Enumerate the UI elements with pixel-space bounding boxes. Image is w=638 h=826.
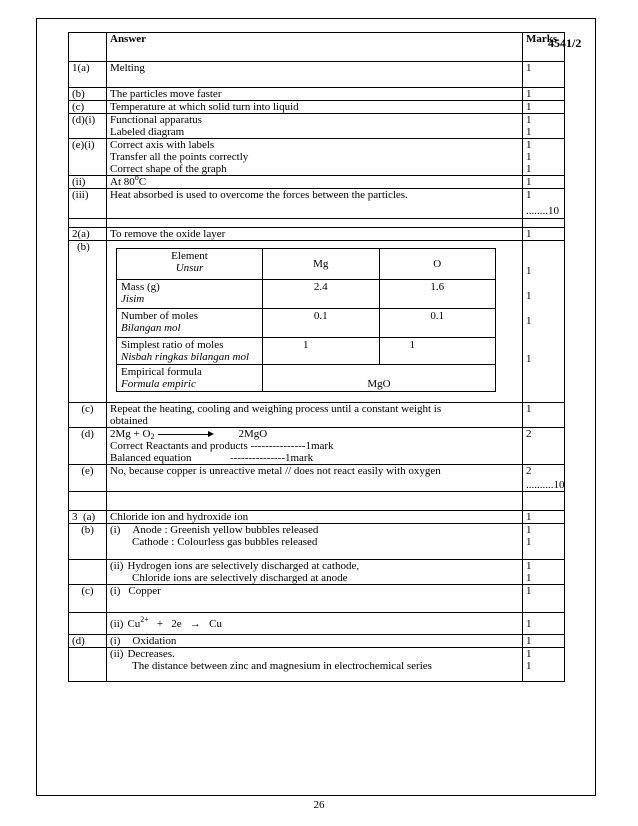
mark: 1: [523, 511, 565, 524]
question-number: 3 (a): [69, 511, 107, 524]
mass-o: 1.6: [379, 280, 496, 309]
answer-text: To remove the oxide layer: [107, 228, 523, 241]
moles-label-malay: Bilangan mol: [121, 322, 181, 334]
marking-scheme-table: [68, 32, 565, 682]
answer-line: Correct Reactants and products ---------------1mark: [110, 440, 334, 452]
mark: 1: [526, 315, 532, 327]
answer-line: Cathode : Colourless gas bubbles released: [132, 536, 318, 548]
question-number: (b): [69, 524, 107, 560]
spacer-row: [69, 219, 565, 228]
mark: 1: [526, 265, 532, 277]
o-header: O: [379, 249, 496, 280]
question-number: (iii): [69, 189, 107, 219]
mark: 1: [526, 572, 532, 584]
question-number: (ii): [69, 176, 107, 189]
answer-line: (i) Anode : Greenish yellow bubbles released: [110, 524, 319, 536]
mark: 2: [523, 428, 565, 465]
ratio-mg: 1: [263, 338, 380, 365]
question-number: (d): [69, 428, 107, 465]
question-number: (c): [69, 585, 107, 613]
question-number: (c): [69, 403, 107, 428]
answer-line: obtained: [110, 415, 148, 427]
mark: 1: [526, 536, 532, 548]
q3dii-row: [69, 648, 565, 682]
answer-line: Labeled diagram: [110, 126, 185, 138]
q2e-row: [69, 465, 565, 492]
answer-line: The distance between zinc and magnesium in electrochemical series: [132, 660, 432, 672]
mark: 1: [523, 228, 565, 241]
moles-o: 0.1: [379, 309, 496, 338]
q3di-row: (d) (i) Oxidation 1: [69, 635, 565, 648]
mark: 1: [526, 648, 532, 660]
mark: 1: [523, 62, 565, 88]
q1b-row: [69, 88, 565, 101]
question-number: 1(a): [69, 62, 107, 88]
answer-text: The particles move faster: [107, 88, 523, 101]
answer-line: Repeat the heating, cooling and weighing process until a constant weight is: [110, 403, 442, 415]
q3a-row: [69, 511, 565, 524]
chemical-equation: $2Mg + O_2$ 2MgO: [110, 428, 268, 441]
mark: 1: [523, 635, 565, 648]
answer-line: (ii) Decreases.: [110, 648, 175, 660]
mark: 1: [526, 189, 532, 201]
mark: 2: [526, 465, 532, 477]
mass-mg: 2.4: [263, 280, 380, 309]
answer-line: Correct shape of the graph: [110, 163, 227, 175]
question-number: (e)(i): [69, 139, 107, 176]
q2d-row: [69, 428, 565, 465]
mark: 1: [526, 126, 532, 138]
answer-line: Balanced equation ---------------1mark: [110, 452, 314, 464]
empirical-label: Empirical formula: [121, 366, 202, 378]
mg-header: Mg: [263, 249, 380, 280]
q2a-row: [69, 228, 565, 241]
page-number: 26: [313, 799, 325, 811]
answer-text: No, because copper is unreactive metal // does not react easily with oxygen: [107, 465, 523, 492]
answer-line: Functional apparatus: [110, 114, 202, 126]
question-number: (c): [69, 101, 107, 114]
q2c-row: [69, 403, 565, 428]
answer-text: Oxidation: [132, 635, 177, 647]
answer-line: (ii) Hydrogen ions are selectively discharged at cathode,: [110, 560, 360, 572]
mark: 1: [526, 560, 532, 572]
mark: 1: [523, 88, 565, 101]
q3ci-row: (c) (i) Copper 1: [69, 585, 565, 613]
q2b-row: [69, 241, 565, 403]
mark: 1: [523, 613, 565, 635]
document-code: 4541/2: [548, 36, 582, 50]
mark: 1: [526, 353, 532, 365]
ratio-o: 1: [379, 338, 496, 365]
mark: 1: [526, 114, 532, 126]
mark: 1: [523, 101, 565, 114]
question-number: 2(a): [69, 228, 107, 241]
question-number: (b): [69, 88, 107, 101]
ratio-row: [117, 338, 496, 365]
ratio-label-malay: Nisbah ringkas bilangan mol: [121, 351, 250, 363]
q3bii-row: [69, 560, 565, 585]
chemical-equation: (ii) $Cu^{2+} + 2e \to Cu$: [107, 613, 523, 635]
answer-text: Melting: [107, 62, 523, 88]
mark: 1: [526, 151, 532, 163]
element-label-malay: Unsur: [175, 262, 204, 274]
marks-header: Marks: [523, 33, 565, 62]
moles-label: Number of moles: [121, 310, 198, 322]
moles-row: [117, 309, 496, 338]
empirical-formula-table: [116, 248, 496, 392]
question-number: (e): [69, 465, 107, 492]
empirical-formula-value: MgO: [263, 365, 496, 392]
mark: 1: [523, 585, 565, 613]
header-row: [69, 33, 565, 62]
answer-line: Correct axis with labels: [110, 139, 215, 151]
empirical-row: [117, 365, 496, 392]
answer-line: Chloride ions are selectively discharged at anode: [132, 572, 348, 584]
total-mark: ..........10: [526, 479, 565, 491]
total-mark: ........10: [526, 205, 559, 217]
element-row: [117, 249, 496, 280]
mark: 1: [526, 290, 532, 302]
mark: 1: [526, 139, 532, 151]
q1a-row: [69, 62, 565, 88]
q1ii-row: [69, 176, 565, 189]
moles-mg: 0.1: [263, 309, 380, 338]
mark: 1: [526, 163, 532, 175]
ratio-label: Simplest ratio of moles: [121, 339, 224, 351]
answer-text: Temperature at which solid turn into liquid: [107, 101, 523, 114]
question-number: (d): [69, 635, 107, 648]
element-label: Element: [171, 250, 208, 262]
mass-row: [117, 280, 496, 309]
mark: 1: [523, 176, 565, 189]
answer-text: At 80$^o$C: [107, 176, 523, 189]
answer-text: Chloride ion and hydroxide ion: [107, 511, 523, 524]
mark: 1: [526, 524, 532, 536]
spacer-row: [69, 492, 565, 511]
mark: 1: [526, 660, 532, 672]
arrow-icon: [158, 434, 212, 435]
q3cii-row: [69, 613, 565, 635]
mass-label: Mass (g): [121, 281, 160, 293]
q1iii-row: [69, 189, 565, 219]
answer-line: Transfer all the points correctly: [110, 151, 249, 163]
question-number: (b): [69, 241, 107, 403]
empirical-label-malay: Formula empiric: [121, 378, 196, 390]
q1di-row: [69, 114, 565, 139]
q1c-row: [69, 101, 565, 114]
answer-text: Heat absorbed is used to overcome the forces between the particles.: [107, 189, 523, 219]
q3bi-row: [69, 524, 565, 560]
mass-label-malay: Jisim: [121, 293, 145, 305]
question-number: (d)(i): [69, 114, 107, 139]
mark: 1: [523, 403, 565, 428]
q1ei-row: [69, 139, 565, 176]
answer-header: Answer: [107, 33, 523, 62]
answer-text: Copper: [128, 585, 161, 597]
